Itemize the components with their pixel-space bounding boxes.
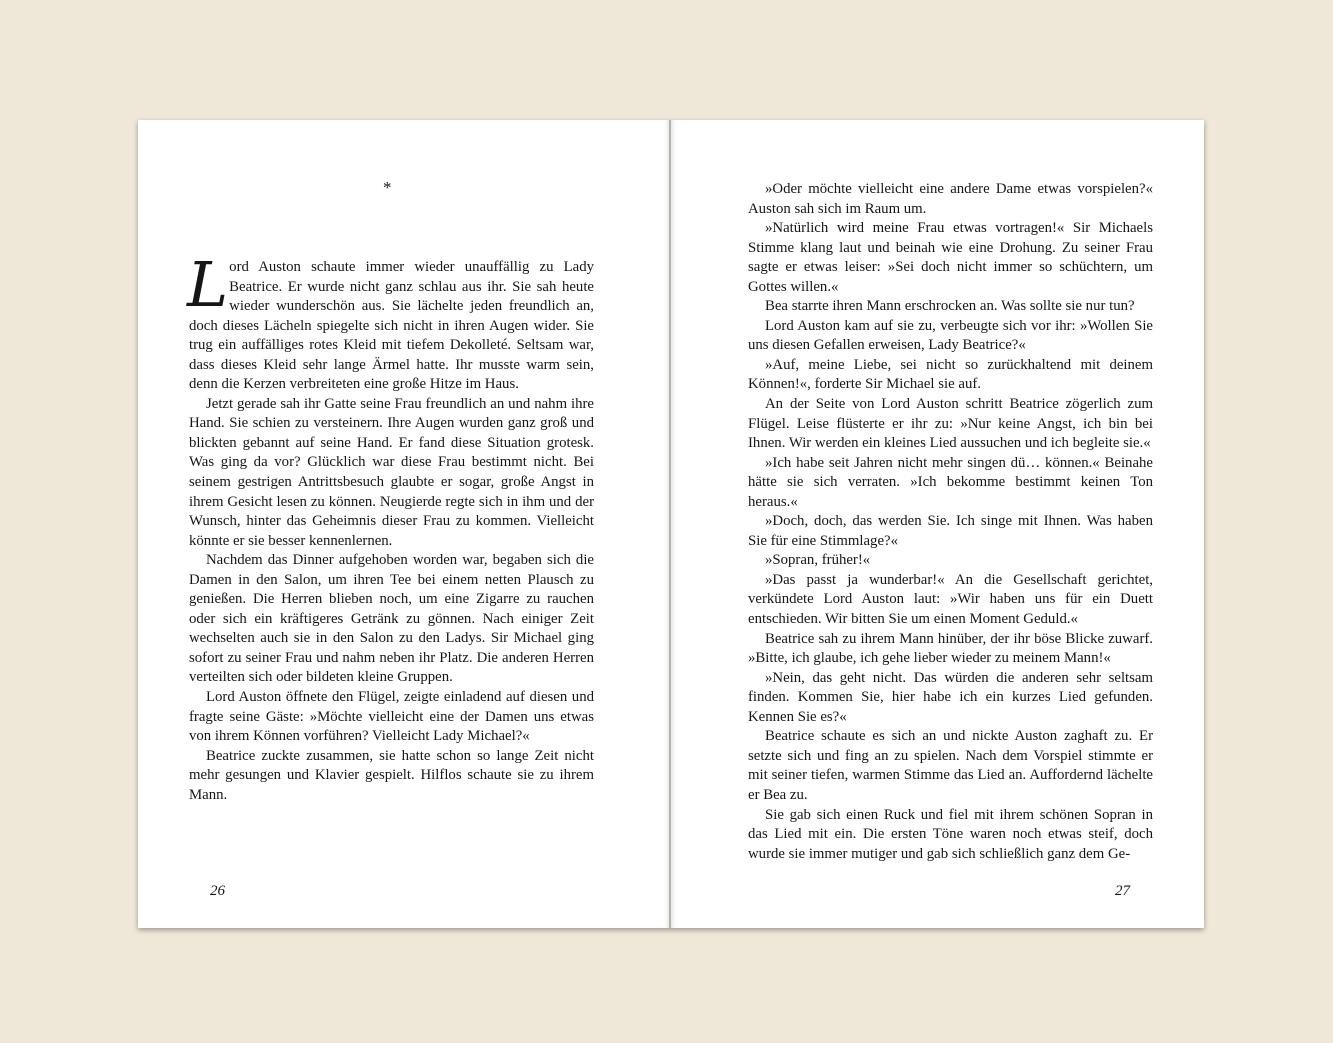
- paragraph: Lord Auston öffnete den Flügel, zeigte einladend auf diesen und fragte seine Gäste: »Möchte vielleicht eine der Damen uns etwas von ihrem Können vorführen? Vielleicht Lady Michael?«: [189, 689, 594, 745]
- left-text-block: [187, 248, 594, 805]
- book-spread: [138, 120, 1204, 928]
- paragraph: »Doch, doch, das werden Sie. Ich singe mit Ihnen. Was haben Sie für eine Stimmlage?«: [748, 513, 1153, 549]
- paragraph: »Natürlich wird meine Frau etwas vortragen!« Sir Michaels Stimme klang laut und beinah wie eine Drohung. Zu seiner Frau sagte er etwas leiser: »Sei doch nicht immer so schüchtern, um Gottes willen.«: [748, 220, 1153, 295]
- paragraph: Sie gab sich einen Ruck und fiel mit ihrem schönen Sopran in das Lied mit ein. Die ersten Töne waren noch etwas steif, doch wurde sie immer mutiger und gab sich schließlich ganz dem Ge-: [748, 806, 1153, 862]
- paragraph: »Auf, meine Liebe, sei nicht so zurückhaltend mit deinem Können!«, forderte Sir Michael sie auf.: [748, 356, 1153, 393]
- paragraph: »Ich habe seit Jahren nicht mehr singen dü… können.« Beinahe hätte sie sich verraten. »Ich bekomme bestimmt keinen Ton heraus.«: [748, 454, 1153, 510]
- paragraph: Nachdem das Dinner aufgehoben worden war, begaben sich die Damen in den Salon, um ihren Tee bei einem netten Plausch zu genießen. Die Herren blieben noch, um eine Zigarre zu rauchen oder sich ein kräftigeres Getränk zu gönnen. Nach einiger Zeit wechselten auch sie in den Salon zu den Ladys. Sir Michael ging sofort zu seiner Frau und nahm neben ihr Platz. Die anderen Herren verteilten sich oder bildeten kleine Gruppen.: [189, 552, 594, 686]
- opening-paragraph: [187, 248, 594, 395]
- right-page: [671, 120, 1204, 928]
- paragraph: Jetzt gerade sah ihr Gatte seine Frau freundlich an und nahm ihre Hand. Sie schien zu versteinern. Ihre Augen wurden ganz groß und blickten gebannt auf seine Hand. Er fand diese Situation grotesk. Was ging da vor? Glücklich war diese Frau bestimmt nicht. Bei seinem gestrigen Antrittsbesuch glaubte er sogar, große Angst in ihrem Gesicht lesen zu können. Neugierde regte sich in ihm und der Wunsch, hinter das Geheimnis dieser Frau zu kommen. Vielleicht könnte er sie besser kennenlernen.: [189, 395, 594, 549]
- left-page: [138, 120, 670, 928]
- paragraph: Beatrice sah zu ihrem Mann hinüber, der ihr böse Blicke zuwarf. »Bitte, ich glaube, ich gehe lieber wieder zu meinem Mann!«: [748, 630, 1153, 667]
- page-number-right: 27: [1115, 883, 1130, 899]
- paragraph: Beatrice zuckte zusammen, sie hatte schon so lange Zeit nicht mehr gesungen und Klavier gespielt. Hilflos schaute sie zu ihrem Mann.: [189, 747, 594, 803]
- paragraph: Bea starrte ihren Mann erschrocken an. Was sollte sie nur tun?: [765, 298, 1135, 315]
- right-text-block: [748, 180, 1153, 864]
- page-number-left: 26: [210, 883, 225, 899]
- drop-cap: L: [187, 248, 227, 321]
- section-ornament: *: [383, 178, 392, 197]
- paragraph: »Nein, das geht nicht. Das würden die anderen sehr seltsam finden. Kommen Sie, hier habe ich ein kurzes Lied gefunden. Kennen Sie es?«: [748, 669, 1153, 725]
- paragraph: »Das passt ja wunderbar!« An die Gesellschaft gerichtet, verkündete Lord Auston laut: »Wir haben uns für ein Duett entschieden. Wir bitten Sie um einen Moment Geduld.«: [748, 571, 1153, 628]
- paragraph: Beatrice schaute es sich an und nickte Auston zaghaft zu. Er setzte sich und fing an zu spielen. Nach dem Vorspiel stimmte er mit seiner tiefen, warmen Stimme das Lied an. Auffordernd lächelte er Bea zu.: [748, 728, 1153, 803]
- opening-paragraph-text: ord Auston schaute immer wieder unauffällig zu Lady Beatrice. Er wurde nicht ganz schlau aus ihr. Sie sah heute wieder wunderschön aus. Sie lächelte jeden freundlich an, doch dieses Lächeln spiegelte sich nicht in ihren Augen wider. Sie trug ein auffälliges rotes Kleid mit tiefem Dekolleté. Seltsam war, dass dieses Kleid sehr lange Ärmel hatte. Ihr musste warm sein, denn die Kerzen verbreiteten eine große Hitze im Haus.: [189, 259, 594, 393]
- paragraph: »Sopran, früher!«: [765, 552, 871, 569]
- paragraph: Lord Auston kam auf sie zu, verbeugte sich vor ihr: »Wollen Sie uns diesen Gefallen erweisen, Lady Beatrice?«: [748, 317, 1153, 354]
- paragraph: »Oder möchte vielleicht eine andere Dame etwas vorspielen?« Auston sah sich im Raum um.: [748, 181, 1153, 217]
- paragraph: An der Seite von Lord Auston schritt Beatrice zögerlich zum Flügel. Leise flüsterte er ihr zu: »Nur keine Angst, ich bin bei Ihnen. Wir werden ein kleines Lied aussuchen und ich begleite sie.«: [748, 396, 1153, 452]
